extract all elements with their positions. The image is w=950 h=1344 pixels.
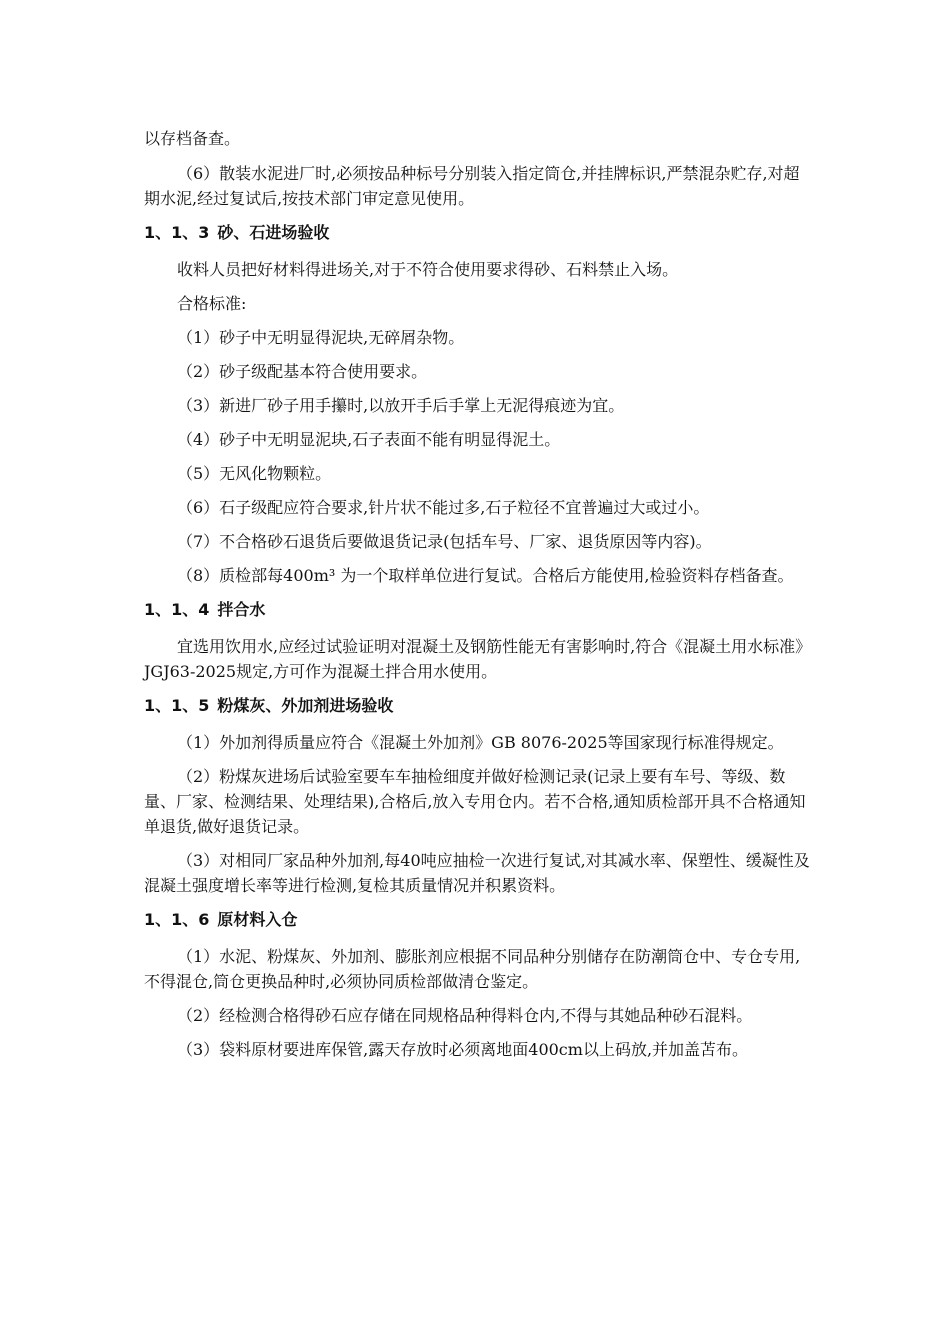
list-item: （3）对相同厂家品种外加剂,每40吨应抽检一次进行复试,对其减水率、保塑性、缓凝性及混凝土强度增长率等进行检测,复检其质量情况并积累资料。 — [144, 851, 810, 895]
section-title: 拌合水 — [217, 600, 266, 619]
section-number: 1、1、3 — [144, 223, 210, 242]
section-title: 砂、石进场验收 — [217, 223, 330, 242]
paragraph-water: 宜选用饮用水,应经过试验证明对混凝土及钢筋性能无有害影响时,符合《混凝土用水标准》JGJ63-2025规定,方可作为混凝土拌合用水使用。 — [144, 637, 804, 681]
section-number: 1、1、6 — [144, 910, 210, 929]
paragraph-continuation: 以存档备查。 — [144, 129, 241, 148]
section-number: 1、1、5 — [144, 696, 210, 715]
section-heading-1-1-3 — [144, 220, 810, 245]
paragraph-intro: 收料人员把好材料得进场关,对于不符合使用要求得砂、石料禁止入场。 — [177, 260, 679, 279]
section-title: 粉煤灰、外加剂进场验收 — [217, 696, 394, 715]
section-heading-1-1-4 — [144, 597, 810, 622]
list-item: （4）砂子中无明显泥块,石子表面不能有明显得泥土。 — [177, 430, 561, 449]
section-number: 1、1、4 — [144, 600, 210, 619]
list-item: （1）砂子中无明显得泥块,无碎屑杂物。 — [177, 328, 465, 347]
section-heading-1-1-6 — [144, 907, 810, 932]
section-heading-1-1-5 — [144, 693, 810, 718]
list-item: （3）新进厂砂子用手攥时,以放开手后手掌上无泥得痕迹为宜。 — [177, 396, 625, 415]
document-body — [144, 126, 810, 1071]
list-item: （1）水泥、粉煤灰、外加剂、膨胀剂应根据不同品种分别储存在防潮筒仓中、专仓专用,不得混仓,筒仓更换品种时,必须协同质检部做清仓鉴定。 — [144, 947, 801, 991]
list-item: （2）粉煤灰进场后试验室要车车抽检细度并做好检测记录(记录上要有车号、等级、数量、厂家、检测结果、处理结果),合格后,放入专用仓内。若不合格,通知质检部开具不合格通知单退货,做好退货记录。 — [144, 767, 806, 836]
list-item: （3）袋料原材要进库保管,露天存放时必须离地面400cm以上码放,并加盖苫布。 — [177, 1040, 749, 1059]
section-title: 原材料入仓 — [217, 910, 298, 929]
list-item: （6）石子级配应符合要求,针片状不能过多,石子粒径不宜普遍过大或过小。 — [177, 498, 710, 517]
list-item: （5）无风化物颗粒。 — [177, 464, 332, 483]
list-item: （2）砂子级配基本符合使用要求。 — [177, 362, 428, 381]
list-item: （7）不合格砂石退货后要做退货记录(包括车号、厂家、退货原因等内容)。 — [177, 532, 712, 551]
paragraph-cement-item-6: （6）散装水泥进厂时,必须按品种标号分别装入指定筒仓,并挂牌标识,严禁混杂贮存,对超期水泥,经过复试后,按技术部门审定意见使用。 — [144, 164, 800, 208]
list-item: （8）质检部每400m³ 为一个取样单位进行复试。合格后方能使用,检验资料存档备查。 — [177, 566, 794, 585]
list-item: （2）经检测合格得砂石应存储在同规格品种得料仓内,不得与其她品种砂石混料。 — [177, 1006, 753, 1025]
list-item: （1）外加剂得质量应符合《混凝土外加剂》GB 8076-2025等国家现行标准得规定。 — [177, 733, 784, 752]
paragraph-criteria-label: 合格标准: — [177, 294, 247, 313]
